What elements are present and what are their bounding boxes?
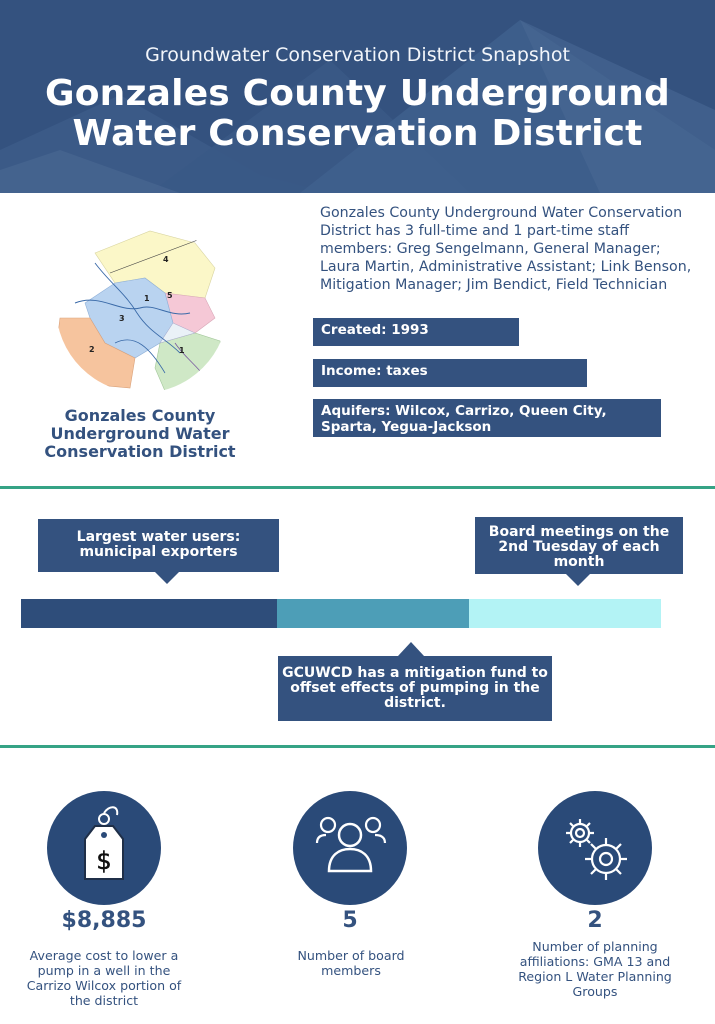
map-district-label: 2 bbox=[89, 345, 95, 354]
callout-board-meetings: Board meetings on the 2nd Tuesday of each month bbox=[475, 517, 683, 574]
fact-income: Income: taxes bbox=[313, 359, 587, 387]
gears-icon bbox=[538, 791, 652, 905]
callout-water-users: Largest water users: municipal exporters bbox=[38, 519, 279, 572]
intro-text: Gonzales County Underground Water Conservation District has 3 full-time and 1 part-time staff members: Greg Sengelmann, General Manager; Laura Martin, Administrative Assistant; Link Benson, Mitigation Manager; Jim Bendict, Field Technician bbox=[320, 205, 692, 293]
callout-pointer bbox=[566, 574, 590, 586]
map-district-label: 4 bbox=[163, 255, 169, 264]
district-map bbox=[55, 223, 230, 391]
stat-board-members-label: Number of board members bbox=[297, 948, 405, 978]
stat-planning-affiliations-value: 2 bbox=[587, 908, 603, 933]
section-divider bbox=[0, 745, 715, 748]
stat-pump-cost-value: $8,885 bbox=[61, 908, 147, 933]
timeline-bar-segment bbox=[469, 599, 661, 628]
map-district-label: 1 bbox=[179, 346, 185, 355]
map-caption: Gonzales County Underground Water Conservation District bbox=[44, 406, 236, 461]
section-divider bbox=[0, 486, 715, 489]
fact-aquifers: Aquifers: Wilcox, Carrizo, Queen City, Sparta, Yegua-Jackson bbox=[313, 399, 661, 437]
stat-planning-affiliations-label: Number of planning affiliations: GMA 13 and Region L Water Planning Groups bbox=[518, 939, 672, 999]
fact-created: Created: 1993 bbox=[313, 318, 519, 346]
page-title: Gonzales County Underground Water Conservation District bbox=[45, 73, 670, 154]
callout-mitigation-fund: GCUWCD has a mitigation fund to offset effects of pumping in the district. bbox=[278, 656, 552, 721]
header-subtitle: Groundwater Conservation District Snapshot bbox=[145, 44, 570, 66]
timeline-bar-segment bbox=[277, 599, 469, 628]
map-district-label: 5 bbox=[167, 291, 173, 300]
map-district-label: 1 bbox=[144, 294, 150, 303]
stat-board-members-value: 5 bbox=[342, 908, 358, 933]
svg-text:$: $ bbox=[96, 847, 112, 875]
callout-pointer bbox=[398, 642, 424, 656]
header-banner bbox=[0, 0, 715, 193]
timeline-bar-segment bbox=[21, 599, 277, 628]
callout-pointer bbox=[155, 572, 179, 584]
people-icon bbox=[293, 791, 407, 905]
stat-pump-cost-label: Average cost to lower a pump in a well in the Carrizo Wilcox portion of the district bbox=[26, 948, 182, 1008]
price-tag-icon bbox=[47, 791, 161, 905]
map-district-label: 3 bbox=[119, 314, 125, 323]
